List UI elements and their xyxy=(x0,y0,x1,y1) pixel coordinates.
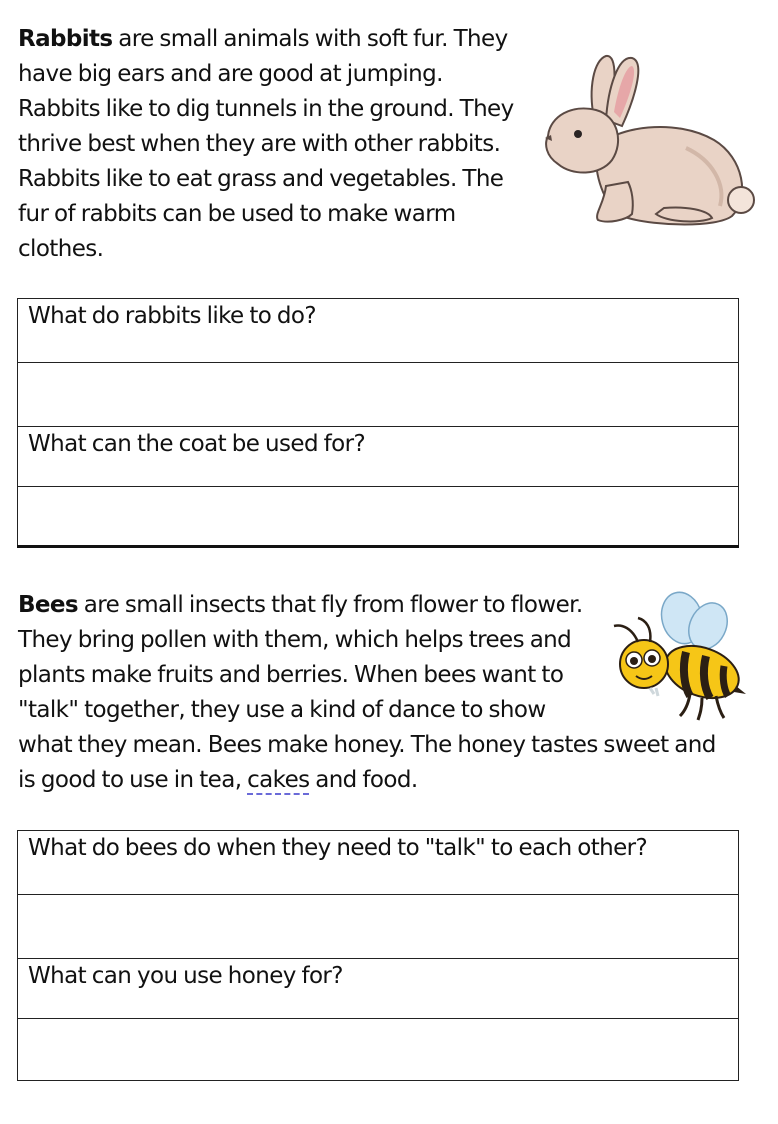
question-cell xyxy=(18,831,739,895)
answer-field[interactable] xyxy=(18,487,739,547)
answer-row xyxy=(18,1019,739,1081)
answer-field[interactable] xyxy=(18,895,739,959)
answer-row xyxy=(18,363,739,427)
question-text: What can the coat be used for? xyxy=(28,431,366,457)
question-cell xyxy=(18,427,739,487)
answer-row xyxy=(18,487,739,547)
rabbit-illustration-icon xyxy=(536,48,766,228)
answer-field[interactable] xyxy=(18,363,739,427)
question-row xyxy=(18,831,739,895)
question-row xyxy=(18,299,739,363)
rabbit-question-table xyxy=(17,298,739,548)
rabbit-text: are small animals with soft fur. They have big ears and are good at jumping. Rabbits like to dig tunnels in the ground. They thrive best when they are with other rabbits. Rabbits like to eat grass and vegetables. The fur of rabbits can be used to make warm clothes. xyxy=(18,26,514,262)
spellcheck-word: cakes xyxy=(247,767,310,793)
answer-row xyxy=(18,895,739,959)
bee-illustration-icon xyxy=(604,590,754,730)
question-text: What can you use honey for? xyxy=(28,963,343,989)
question-text: What do rabbits like to do? xyxy=(28,303,316,329)
question-cell xyxy=(18,299,739,363)
rabbit-subject: Rabbits xyxy=(18,26,113,52)
bee-subject: Bees xyxy=(18,592,79,618)
question-row xyxy=(18,959,739,1019)
question-text: What do bees do when they need to "talk" to each other? xyxy=(28,835,648,861)
bee-question-table xyxy=(17,830,739,1081)
bee-text-part1: are small insects that fly from flower to flower. They bring pollen with them, which helps trees and plants make fruits and berries. When bees want to "talk" together, they use a kind of dance to show what they mean. Bees make honey. The honey tastes sweet and is good to use in tea, xyxy=(18,592,716,793)
question-row xyxy=(18,427,739,487)
question-cell xyxy=(18,959,739,1019)
answer-field[interactable] xyxy=(18,1019,739,1081)
rabbit-passage xyxy=(18,22,518,267)
bee-text-part2: and food. xyxy=(309,767,418,793)
